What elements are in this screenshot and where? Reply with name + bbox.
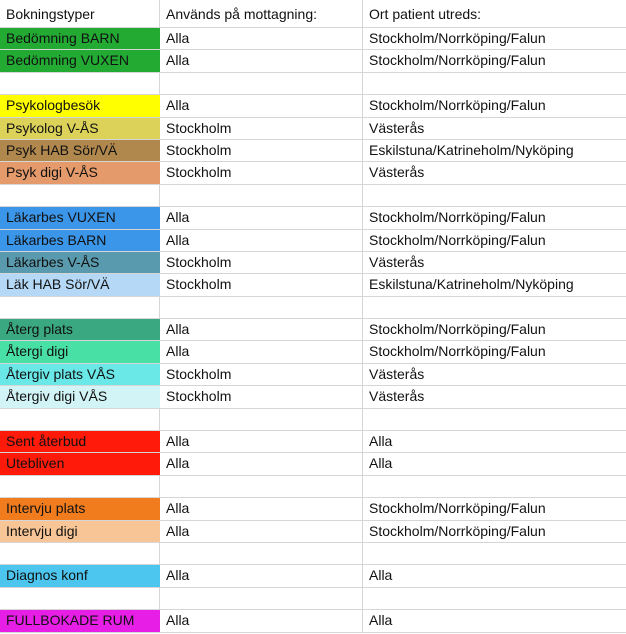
patient-location-cell[interactable]: Stockholm/Norrköping/Falun [369, 522, 546, 539]
booking-type-cell[interactable]: Läkarbes VUXEN [0, 207, 160, 228]
table-row [0, 162, 626, 184]
booking-type-cell[interactable]: FULLBOKADE RUM [0, 610, 160, 631]
booking-type-cell[interactable]: Återgiv plats VÅS [0, 364, 160, 385]
used-at-clinic-cell[interactable]: Alla [160, 521, 363, 542]
booking-type-cell[interactable]: Återgi digi [0, 341, 160, 362]
used-at-clinic-cell[interactable]: Stockholm [160, 364, 363, 385]
used-at-clinic-cell[interactable]: Stockholm [160, 140, 363, 161]
used-at-clinic-cell[interactable]: Stockholm [160, 274, 363, 295]
booking-type-cell[interactable]: Intervju digi [0, 521, 160, 542]
patient-location-cell[interactable]: Västerås [369, 119, 425, 136]
patient-location-cell[interactable]: Alla [369, 455, 393, 472]
patient-location-cell[interactable]: Västerås [369, 365, 425, 382]
booking-type-cell[interactable]: Psykologbesök [0, 95, 160, 116]
table-row [0, 140, 626, 162]
booking-type-cell[interactable]: Återg plats [0, 319, 160, 340]
table-row [0, 274, 626, 296]
empty-cell[interactable] [160, 588, 363, 609]
empty-cell[interactable] [0, 476, 160, 497]
patient-location-cell[interactable]: Stockholm/Norrköping/Falun [369, 30, 546, 46]
used-at-clinic-cell[interactable]: Stockholm [160, 162, 363, 183]
header-patient-location[interactable]: Ort patient utreds: [369, 6, 482, 22]
spacer-row [0, 73, 626, 95]
spacer-row [0, 588, 626, 610]
empty-cell[interactable] [0, 588, 160, 609]
patient-location-cell[interactable]: Stockholm/Norrköping/Falun [369, 209, 546, 226]
patient-location-cell[interactable]: Stockholm/Norrköping/Falun [369, 321, 546, 338]
empty-cell[interactable] [160, 543, 363, 564]
used-at-clinic-cell[interactable]: Alla [160, 28, 363, 49]
spacer-row [0, 185, 626, 207]
table-row [0, 453, 626, 475]
patient-location-cell[interactable]: Stockholm/Norrköping/Falun [369, 231, 546, 248]
used-at-clinic-cell[interactable]: Alla [160, 610, 363, 631]
table-row [0, 386, 626, 408]
booking-type-cell[interactable]: Bedömning VUXEN [0, 50, 160, 71]
patient-location-cell[interactable]: Stockholm/Norrköping/Falun [369, 500, 546, 517]
header-used-at-clinic[interactable]: Används på mottagning: [160, 0, 363, 27]
patient-location-cell[interactable]: Stockholm/Norrköping/Falun [369, 343, 546, 360]
used-at-clinic-cell[interactable]: Alla [160, 207, 363, 228]
booking-type-cell[interactable]: Utebliven [0, 453, 160, 474]
table-row [0, 28, 626, 50]
empty-cell[interactable] [160, 73, 363, 94]
patient-location-cell[interactable]: Alla [369, 433, 393, 450]
table-row [0, 498, 626, 520]
used-at-clinic-cell[interactable]: Alla [160, 319, 363, 340]
table-row [0, 610, 626, 632]
patient-location-cell[interactable]: Eskilstuna/Katrineholm/Nyköping [369, 276, 574, 293]
patient-location-cell[interactable]: Västerås [369, 253, 425, 270]
booking-type-cell[interactable]: Bedömning BARN [0, 28, 160, 49]
empty-cell[interactable] [0, 73, 160, 94]
patient-location-cell[interactable]: Stockholm/Norrköping/Falun [369, 52, 546, 69]
table-row [0, 230, 626, 252]
empty-cell[interactable] [363, 588, 626, 609]
empty-cell[interactable] [363, 409, 626, 430]
booking-type-cell[interactable]: Återgiv digi VÅS [0, 386, 160, 407]
table-row [0, 118, 626, 140]
booking-type-cell[interactable]: Sent återbud [0, 431, 160, 452]
used-at-clinic-cell[interactable]: Stockholm [160, 118, 363, 139]
used-at-clinic-cell[interactable]: Alla [160, 498, 363, 519]
spacer-row [0, 409, 626, 431]
used-at-clinic-cell[interactable]: Stockholm [160, 386, 363, 407]
used-at-clinic-cell[interactable]: Alla [160, 230, 363, 251]
table-row [0, 521, 626, 543]
empty-cell[interactable] [160, 409, 363, 430]
empty-cell[interactable] [363, 543, 626, 564]
booking-type-cell[interactable]: Psyk HAB Sör/VÄ [0, 140, 160, 161]
empty-cell[interactable] [363, 185, 626, 206]
used-at-clinic-cell[interactable]: Alla [160, 95, 363, 116]
used-at-clinic-cell[interactable]: Stockholm [160, 252, 363, 273]
spacer-row [0, 476, 626, 498]
used-at-clinic-cell[interactable]: Alla [160, 453, 363, 474]
empty-cell[interactable] [160, 297, 363, 318]
empty-cell[interactable] [160, 476, 363, 497]
empty-cell[interactable] [0, 185, 160, 206]
booking-type-cell[interactable]: Läk HAB Sör/VÄ [0, 274, 160, 295]
empty-cell[interactable] [0, 543, 160, 564]
spacer-row [0, 543, 626, 565]
empty-cell[interactable] [363, 297, 626, 318]
used-at-clinic-cell[interactable]: Alla [160, 341, 363, 362]
used-at-clinic-cell[interactable]: Alla [160, 431, 363, 452]
patient-location-cell[interactable]: Västerås [369, 388, 425, 405]
empty-cell[interactable] [0, 297, 160, 318]
table-body [0, 28, 626, 633]
table-row [0, 319, 626, 341]
table-row [0, 207, 626, 229]
header-booking-types[interactable]: Bokningstyper [0, 0, 160, 27]
patient-location-cell[interactable]: Stockholm/Norrköping/Falun [369, 97, 546, 114]
used-at-clinic-cell[interactable]: Alla [160, 565, 363, 586]
empty-cell[interactable] [363, 73, 626, 94]
table-row [0, 431, 626, 453]
table-row [0, 565, 626, 587]
used-at-clinic-cell[interactable]: Alla [160, 50, 363, 71]
empty-cell[interactable] [160, 185, 363, 206]
table-row [0, 364, 626, 386]
table-row [0, 252, 626, 274]
table-row [0, 341, 626, 363]
booking-type-cell[interactable]: Psykolog V-ÅS [0, 118, 160, 139]
booking-type-cell[interactable]: Psyk digi V-ÅS [0, 162, 160, 183]
patient-location-cell[interactable]: Alla [369, 567, 393, 584]
spacer-row [0, 297, 626, 319]
table-row [0, 50, 626, 72]
empty-cell[interactable] [363, 476, 626, 497]
patient-location-cell[interactable]: Alla [369, 612, 393, 629]
header-row [0, 0, 626, 28]
booking-type-cell[interactable]: Läkarbes BARN [0, 230, 160, 251]
patient-location-cell[interactable]: Eskilstuna/Katrineholm/Nyköping [369, 141, 574, 158]
table-row [0, 95, 626, 117]
booking-type-cell[interactable]: Läkarbes V-ÅS [0, 252, 160, 273]
empty-cell[interactable] [0, 409, 160, 430]
booking-type-cell[interactable]: Diagnos konf [0, 565, 160, 586]
patient-location-cell[interactable]: Västerås [369, 164, 425, 181]
booking-type-cell[interactable]: Intervju plats [0, 498, 160, 519]
